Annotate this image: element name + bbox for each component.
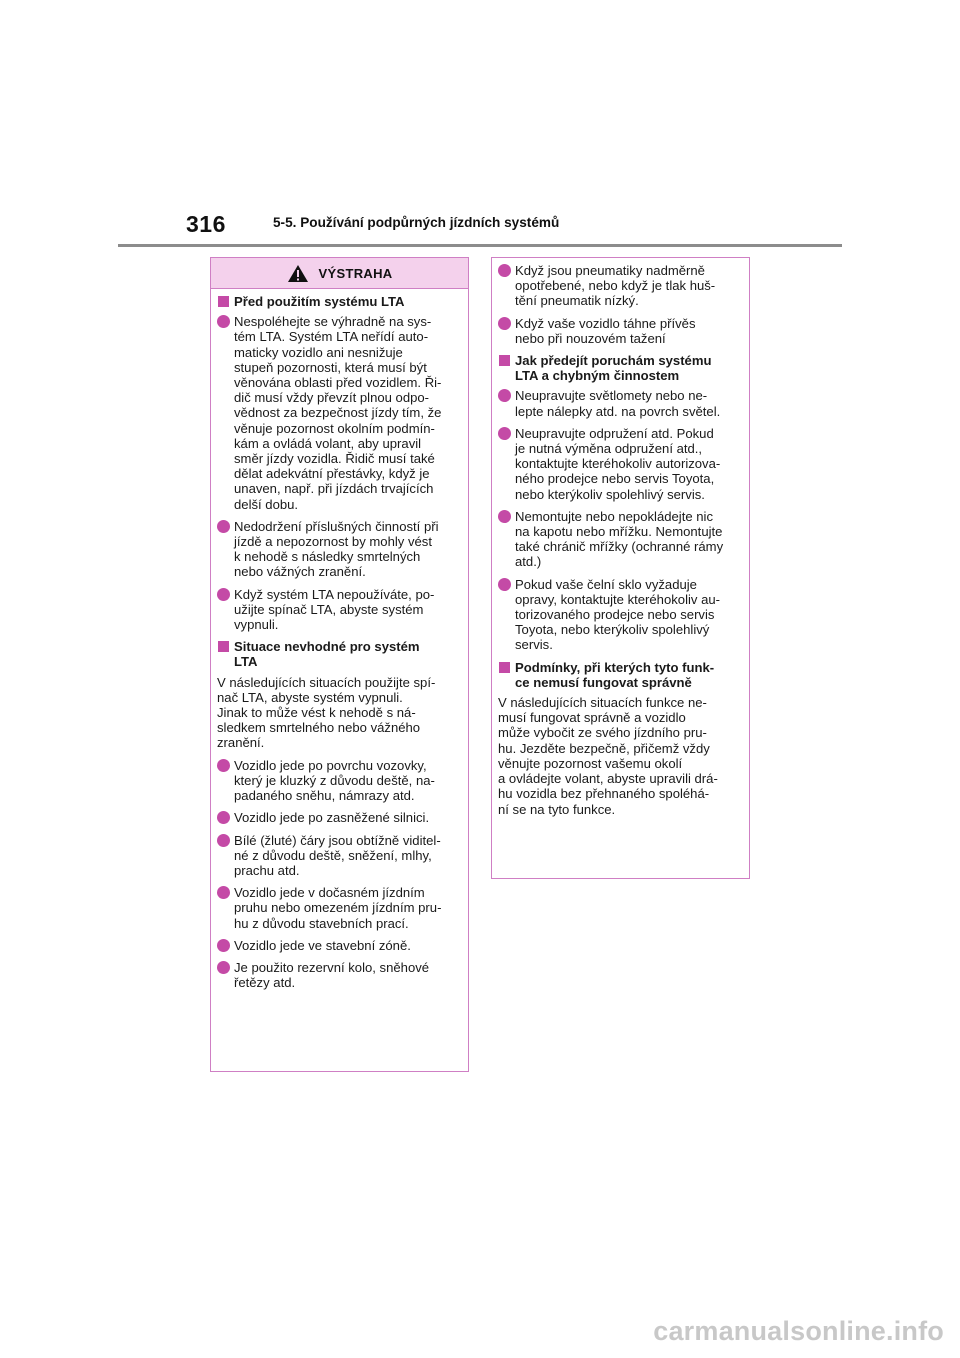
text-line: Neupravujte světlomety nebo ne- [515, 388, 708, 404]
text-line: né z důvodu deště, sněžení, mlhy, [234, 847, 432, 863]
text-line: Jinak to může vést k nehodě s ná- [217, 705, 416, 721]
text-line: sledkem smrtelného nebo vážného [217, 720, 421, 736]
heading-square-icon [218, 641, 229, 652]
text-line: tém LTA. Systém LTA neřídí auto- [234, 329, 429, 345]
watermark: carmanualsonline.info [653, 1316, 944, 1346]
bullet-item [217, 758, 461, 804]
text-line: věnujte pozornost vašemu okolí [498, 755, 683, 771]
text-line: nebo kterýkoliv spolehlivý servis. [515, 486, 705, 502]
bullet-item [217, 587, 461, 633]
text-line: lepte nálepky atd. na povrch světel. [515, 403, 721, 419]
text-line: dělat adekvátní přestávky, když je [234, 466, 430, 482]
warning-triangle-icon [287, 264, 309, 283]
text-line: Toyota, nebo kterýkoliv spolehlivý [515, 622, 710, 638]
text-line: kontaktujte kteréhokoliv autorizova- [515, 456, 721, 472]
text-line: Nedodržení příslušných činností při [234, 518, 439, 534]
text-line: Nespoléhejte se výhradně na sys- [234, 314, 432, 330]
bullet-dot-icon [217, 759, 230, 772]
text-line: k nehodě s následky smrtelných [234, 549, 421, 565]
left-column-content [211, 289, 468, 990]
text-line: unaven, např. při jízdách trvajících [234, 481, 434, 497]
text-line: vypnuli. [234, 617, 279, 633]
text-line: jízdě a nepozornost by mohly vést [234, 534, 432, 550]
text-line: ného prodejce nebo servis Toyota, [515, 471, 715, 487]
bullet-dot-icon [217, 961, 230, 974]
text-line: Vozidlo jede po zasněžené silnici. [234, 810, 430, 826]
text-line: LTA [234, 654, 258, 670]
text-line: hu z důvodu stavebních prací. [234, 915, 409, 931]
paragraph [498, 695, 742, 817]
text-line: a ovládejte volant, abyste upravili drá- [498, 771, 718, 787]
text-line: prachu atd. [234, 862, 300, 878]
heading-square-icon [218, 296, 229, 307]
text-line: vědnost za bezpečnost jízdy tím, že [234, 405, 442, 421]
text-line: LTA a chybným činnostem [515, 368, 680, 384]
bullet-dot-icon [217, 315, 230, 328]
text-line: také chránič mřížky (ochranné rámy [515, 539, 724, 555]
text-line: věnuje pozornost okolním podmín- [234, 420, 435, 436]
bullet-dot-icon [217, 588, 230, 601]
text-line: Jak předejít poruchám systému [515, 353, 712, 369]
text-line: Vozidlo jede po povrchu vozovky, [234, 757, 427, 773]
bullet-dot-icon [498, 389, 511, 402]
heading-square-icon [499, 355, 510, 366]
bullet-dot-icon [217, 886, 230, 899]
text-line: atd.) [515, 554, 542, 570]
text-line: na kapotu nebo mřížku. Nemontujte [515, 524, 723, 540]
bullet-item [498, 316, 742, 346]
text-line: padaného sněhu, námrazy atd. [234, 788, 415, 804]
bullet-item [498, 509, 742, 570]
text-line: může vybočit ze svého jízdního pru- [498, 725, 707, 741]
text-line: Když jsou pneumatiky nadměrně [515, 263, 705, 278]
text-line: Situace nevhodné pro systém [234, 639, 420, 655]
bullet-item [498, 426, 742, 502]
text-line: opravy, kontaktujte kteréhokoliv au- [515, 591, 720, 607]
paragraph [217, 675, 461, 751]
bullet-dot-icon [217, 520, 230, 533]
header-rule [118, 244, 842, 247]
section-heading [498, 353, 742, 383]
text-line: delší dobu. [234, 496, 299, 512]
text-line: V následujících situacích použijte spí- [217, 674, 436, 690]
text-line: hu vozidla bez přehnaného spoléhá- [498, 786, 710, 802]
text-line: tění pneumatik nízký. [515, 293, 639, 309]
bullet-dot-icon [498, 578, 511, 591]
bullet-item [217, 960, 461, 990]
heading-square-icon [499, 662, 510, 673]
text-line: musí fungovat správně a vozidlo [498, 710, 686, 726]
text-line: je nutná výměna odpružení atd., [515, 441, 703, 457]
text-line: který je kluzký z důvodu deště, na- [234, 772, 435, 788]
text-line: Pokud vaše čelní sklo vyžaduje [515, 576, 697, 592]
text-line: maticky vozidlo ani nesnižuje [234, 344, 403, 360]
section-heading [217, 294, 461, 309]
text-line: Je použito rezervní kolo, sněhové [234, 959, 430, 975]
text-line: nebo při nouzovém tažení [515, 330, 666, 346]
text-line: servis. [515, 637, 553, 653]
bullet-dot-icon [217, 834, 230, 847]
text-line: užijte spínač LTA, abyste systém [234, 601, 424, 617]
text-line: Podmínky, při kterých tyto funk- [515, 659, 715, 675]
text-line: dič musí vždy převzít plnou odpo- [234, 390, 430, 406]
text-line: pruhu nebo omezeném jízdním pru- [234, 900, 442, 916]
text-line: nebo vážných zranění. [234, 564, 366, 580]
bullet-item [498, 388, 742, 418]
text-line: ní se na tyto funkce. [498, 801, 616, 817]
bullet-dot-icon [498, 427, 511, 440]
text-line: Neupravujte odpružení atd. Pokud [515, 425, 714, 441]
text-line: Před použitím systému LTA [234, 294, 405, 309]
bullet-dot-icon [498, 264, 511, 277]
text-line: nač LTA, abyste systém vypnuli. [217, 689, 403, 705]
bullet-item [217, 885, 461, 931]
warning-title: VÝSTRAHA [318, 265, 393, 281]
text-line: Když vaše vozidlo táhne přívěs [515, 315, 696, 331]
bullet-dot-icon [498, 317, 511, 330]
text-line: opotřebené, nebo když je tlak huš- [515, 278, 716, 294]
bullet-item [498, 263, 742, 309]
text-line: kám a ovládá volant, aby upravil [234, 435, 422, 451]
bullet-item [217, 833, 461, 879]
text-line: Když systém LTA nepoužíváte, po- [234, 586, 435, 602]
right-column-content [492, 258, 749, 817]
bullet-item [217, 810, 461, 825]
text-line: Nemontujte nebo nepokládejte nic [515, 508, 713, 524]
text-line: řetězy atd. [234, 975, 296, 991]
warning-box-left [210, 257, 469, 1072]
bullet-item [498, 577, 742, 653]
text-line: torizovaného prodejce nebo servis [515, 607, 715, 623]
section-heading [498, 660, 742, 690]
bullet-item [217, 938, 461, 953]
warning-box-right [491, 257, 750, 879]
text-line: zranění. [217, 735, 265, 751]
text-line: Bílé (žluté) čáry jsou obtížně viditel- [234, 832, 441, 848]
page-number: 316 [186, 211, 226, 237]
text-line: V následujících situacích funkce ne- [498, 695, 707, 711]
section-title: 5-5. Používání podpůrných jízdních systémů [273, 215, 560, 230]
bullet-item [217, 519, 461, 580]
text-line: hu. Jezděte bezpečně, přičemž vždy [498, 740, 710, 756]
section-heading [217, 639, 461, 669]
text-line: Vozidlo jede v dočasném jízdním [234, 885, 425, 901]
text-line: směr jízdy vozidla. Řidič musí také [234, 451, 435, 467]
text-line: Vozidlo jede ve stavební zóně. [234, 937, 411, 953]
bullet-item [217, 314, 461, 512]
bullet-dot-icon [217, 811, 230, 824]
warning-header [211, 258, 468, 289]
text-line: ce nemusí fungovat správně [515, 674, 692, 690]
bullet-dot-icon [498, 510, 511, 523]
bullet-dot-icon [217, 939, 230, 952]
text-line: stupeň pozornosti, která musí být [234, 359, 427, 375]
text-line: věnována oblasti před vozidlem. Ři- [234, 375, 442, 391]
